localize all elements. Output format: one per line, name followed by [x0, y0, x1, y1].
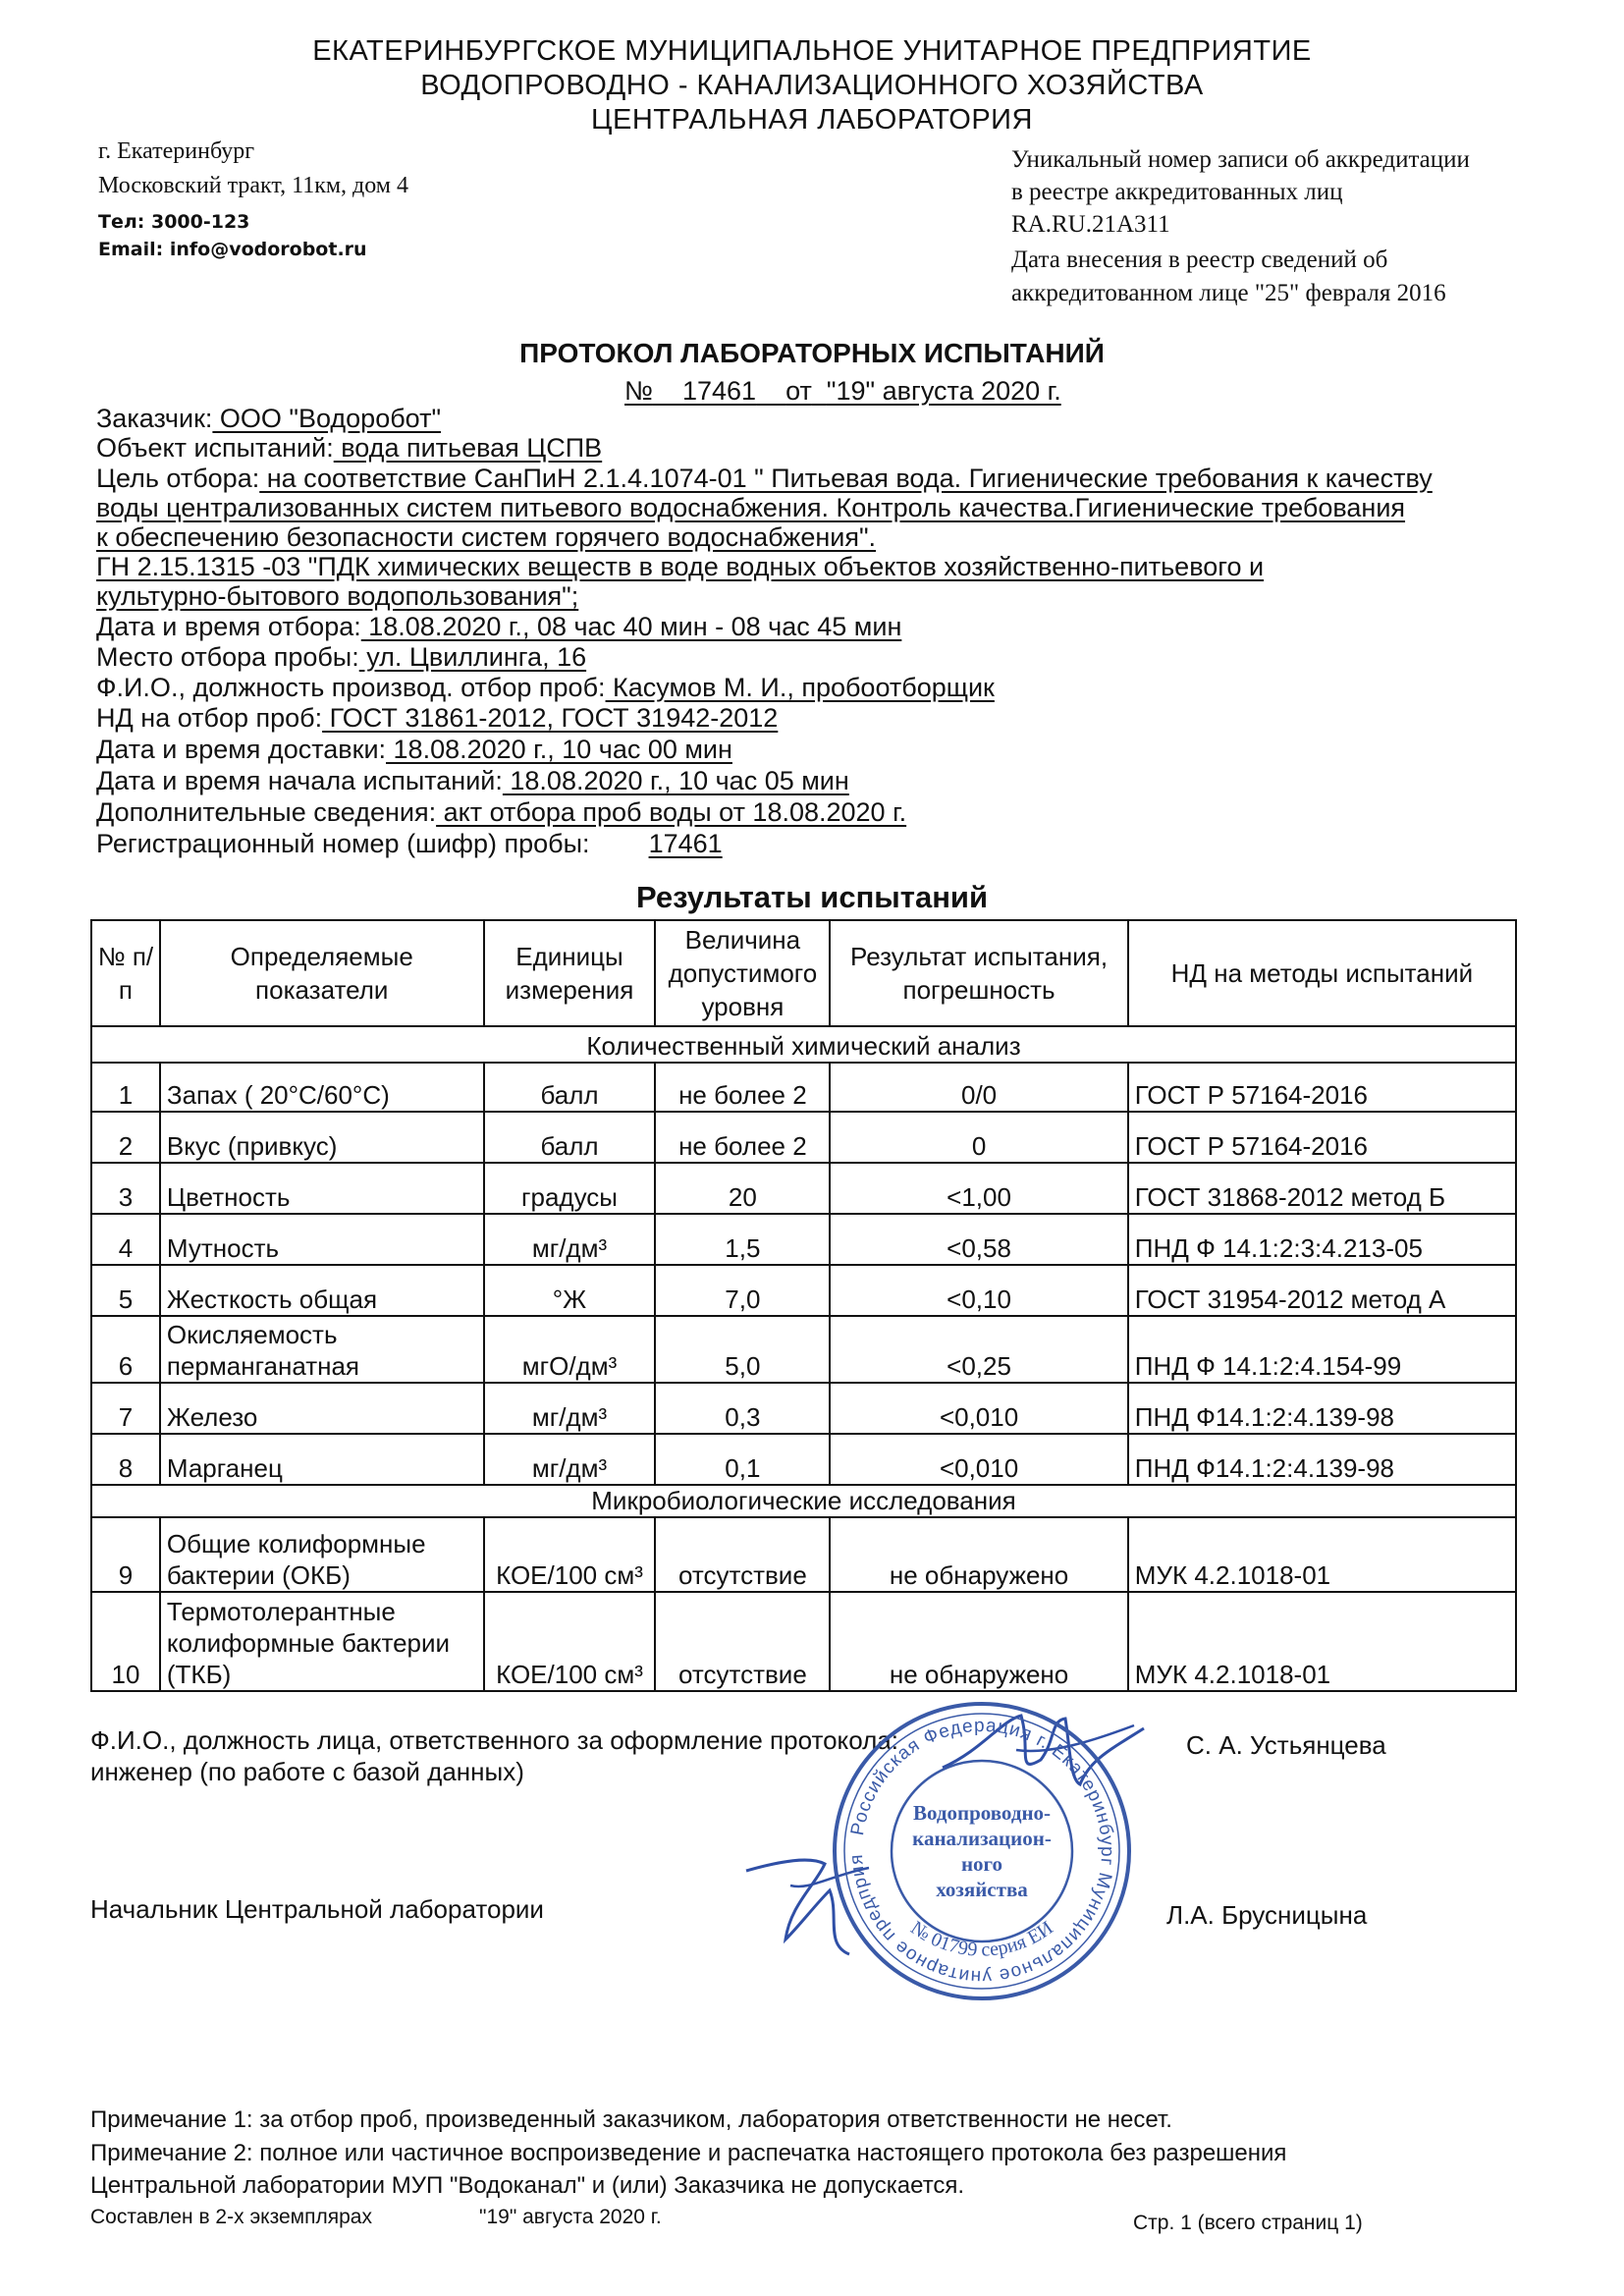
- stamp-center-line4: хозяйства: [936, 1878, 1028, 1901]
- field-label: Дополнительные сведения:: [96, 797, 437, 827]
- head-label: Начальник Центральной лаборатории: [90, 1894, 544, 1924]
- field-purpose: [96, 464, 1433, 493]
- field-value: 17461: [648, 829, 723, 858]
- cell-result: <0,10: [830, 1265, 1127, 1316]
- cell-number: 1: [91, 1063, 160, 1112]
- field-value: ООО "Водоробот": [212, 404, 442, 433]
- field-object: [96, 433, 602, 463]
- cell-result: 0/0: [830, 1063, 1127, 1112]
- field-sampler: [96, 673, 995, 702]
- table-header-row: [91, 920, 1516, 1026]
- field-sampling-datetime: [96, 612, 901, 641]
- cell-number: 2: [91, 1112, 160, 1163]
- cell-result: <0,25: [830, 1316, 1127, 1383]
- accreditation-line5: аккредитованном лице "25" февраля 2016: [1011, 280, 1446, 306]
- field-sampling-standard: [96, 703, 778, 733]
- field-value: 18.08.2020 г., 10 час 00 мин: [386, 735, 732, 764]
- responsible-label: Ф.И.О., должность лица, ответственного за оформление протокола:: [90, 1725, 898, 1755]
- cell-limit: 5,0: [655, 1316, 830, 1383]
- responsible-role: инженер (по работе с базой данных): [90, 1757, 524, 1786]
- accreditation-line4: Дата внесения в реестр сведений об: [1011, 246, 1388, 273]
- section-row: [91, 1026, 1516, 1063]
- org-name-line1: ЕКАТЕРИНБУРГСКОЕ МУНИЦИПАЛЬНОЕ УНИТАРНОЕ ПРЕДПРИЯТИЕ: [312, 35, 1312, 67]
- responsible-name: С. А. Устьянцева: [1186, 1730, 1386, 1760]
- cell-number: 3: [91, 1163, 160, 1214]
- page-number: Стр. 1 (всего страниц 1): [1133, 2212, 1363, 2234]
- protocol-number-line: [624, 376, 1061, 406]
- cell-unit: мг/дм³: [484, 1214, 656, 1265]
- cell-limit: 0,3: [655, 1383, 830, 1434]
- cell-unit: балл: [484, 1112, 656, 1163]
- cell-unit: мг/дм³: [484, 1434, 656, 1485]
- cell-indicator: Окисляемость перманганатная: [160, 1316, 484, 1383]
- cell-number: 5: [91, 1265, 160, 1316]
- phone: Тел: 3000-123: [98, 211, 250, 233]
- field-label: Дата и время доставки:: [96, 735, 387, 764]
- accreditation-number: RA.RU.21A311: [1011, 211, 1170, 238]
- table-row: [91, 1112, 1516, 1163]
- col-header-limit: Величина допустимого уровня: [655, 920, 830, 1026]
- cell-indicator: Железо: [160, 1383, 484, 1434]
- cell-result: не обнаружено: [830, 1592, 1127, 1691]
- field-value: ГОСТ 31861-2012, ГОСТ 31942-2012: [322, 703, 779, 733]
- field-value: ул. Цвиллинга, 16: [358, 642, 587, 672]
- cell-number: 10: [91, 1592, 160, 1691]
- protocol-number: 17461: [681, 376, 757, 406]
- table-row: [91, 1316, 1516, 1383]
- org-name-line2: ВОДОПРОВОДНО - КАНАЛИЗАЦИОННОГО ХОЗЯЙСТВА: [420, 70, 1204, 101]
- field-label: Дата и время отбора:: [96, 612, 361, 641]
- field-label: Место отбора пробы:: [96, 642, 359, 672]
- cell-method: ГОСТ Р 57164-2016: [1128, 1112, 1516, 1163]
- field-label: Цель отбора:: [96, 464, 260, 493]
- copies-note: Составлен в 2-х экземплярах: [90, 2206, 372, 2228]
- cell-limit: 7,0: [655, 1265, 830, 1316]
- cell-result: 0: [830, 1112, 1127, 1163]
- results-title: Результаты испытаний: [635, 880, 989, 914]
- field-value: Касумов М. И., пробоотборщик: [605, 673, 995, 702]
- field-value: на соответствие СанПиН 2.1.4.1074-01 " Питьевая вода. Гигиенические требования к качеству: [259, 464, 1433, 493]
- field-value: акт отбора проб воды от 18.08.2020 г.: [436, 797, 907, 827]
- cell-number: 4: [91, 1214, 160, 1265]
- org-name-line3: ЦЕНТРАЛЬНАЯ ЛАБОРАТОРИЯ: [591, 104, 1033, 136]
- cell-number: 7: [91, 1383, 160, 1434]
- field-sampling-place: [96, 642, 586, 672]
- cell-limit: не более 2: [655, 1063, 830, 1112]
- table-row: [91, 1383, 1516, 1434]
- accreditation-line1: Уникальный номер записи об аккредитации: [1011, 146, 1470, 173]
- official-stamp: [825, 1694, 1139, 2008]
- email: Email: info@vodorobot.ru: [98, 239, 367, 260]
- cell-unit: КОЕ/100 см³: [484, 1592, 656, 1691]
- cell-method: ГОСТ 31868-2012 метод Б: [1128, 1163, 1516, 1214]
- col-header-method: НД на методы испытаний: [1128, 920, 1516, 1026]
- cell-indicator: Мутность: [160, 1214, 484, 1265]
- section-title: Количественный химический анализ: [91, 1026, 1516, 1063]
- cell-limit: не более 2: [655, 1112, 830, 1163]
- note-2-line2: Центральной лаборатории МУП "Водоканал" и (или) Заказчика не допускается.: [90, 2172, 965, 2199]
- cell-unit: КОЕ/100 см³: [484, 1517, 656, 1592]
- cell-method: ГОСТ 31954-2012 метод А: [1128, 1265, 1516, 1316]
- footer-date: "19" августа 2020 г.: [479, 2206, 662, 2228]
- cell-unit: градусы: [484, 1163, 656, 1214]
- cell-indicator: Запах ( 20°С/60°С): [160, 1063, 484, 1112]
- cell-indicator: Жесткость общая: [160, 1265, 484, 1316]
- field-customer: [96, 404, 441, 433]
- stamp-number: № 01799 серия ЕИ: [906, 1917, 1057, 1961]
- protocol-title: ПРОТОКОЛ ЛАБОРАТОРНЫХ ИСПЫТАНИЙ: [519, 338, 1105, 368]
- results-table: [90, 919, 1517, 1692]
- cell-result: <0,010: [830, 1434, 1127, 1485]
- field-additional-info: [96, 797, 906, 827]
- cell-result: <1,00: [830, 1163, 1127, 1214]
- cell-indicator: Цветность: [160, 1163, 484, 1214]
- cell-limit: отсутствие: [655, 1592, 830, 1691]
- table-row: [91, 1592, 1516, 1691]
- cell-method: МУК 4.2.1018-01: [1128, 1517, 1516, 1592]
- field-label: Объект испытаний:: [96, 433, 334, 463]
- field-value: вода питьевая ЦСПВ: [333, 433, 603, 463]
- cell-unit: балл: [484, 1063, 656, 1112]
- purpose-line5: культурно-бытового водопользования";: [96, 581, 579, 611]
- cell-result: <0,010: [830, 1383, 1127, 1434]
- date-label: от: [785, 376, 812, 406]
- section-title: Микробиологические исследования: [91, 1485, 1516, 1517]
- field-value: 18.08.2020 г., 10 час 05 мин: [502, 766, 849, 795]
- stamp-center-line3: ного: [960, 1852, 1003, 1876]
- stamp-ring-text: Российская Федерация г. Екатеринбург Муниципальное унитарное предприя: [845, 1715, 1118, 1988]
- col-header-unit: Единицы измерения: [484, 920, 656, 1026]
- table-row: [91, 1214, 1516, 1265]
- head-name: Л.А. Брусницына: [1166, 1900, 1368, 1930]
- field-label: Заказчик:: [96, 404, 213, 433]
- cell-method: ПНД Ф14.1:2:4.139-98: [1128, 1383, 1516, 1434]
- note-1: Примечание 1: за отбор проб, произведенный заказчиком, лаборатория ответственности не несет.: [90, 2106, 1172, 2133]
- cell-number: 9: [91, 1517, 160, 1592]
- cell-result: не обнаружено: [830, 1517, 1127, 1592]
- cell-indicator: Марганец: [160, 1434, 484, 1485]
- field-label: Дата и время начала испытаний:: [96, 766, 503, 795]
- col-header-indicator: Определяемые показатели: [160, 920, 484, 1026]
- table-row: [91, 1265, 1516, 1316]
- cell-limit: 0,1: [655, 1434, 830, 1485]
- protocol-date: "19" августа 2020 г.: [826, 376, 1061, 406]
- cell-method: ПНД Ф 14.1:2:3:4.213-05: [1128, 1214, 1516, 1265]
- cell-indicator: Общие колиформные бактерии (ОКБ): [160, 1517, 484, 1592]
- cell-method: ГОСТ Р 57164-2016: [1128, 1063, 1516, 1112]
- address-street: Московский тракт, 11км, дом 4: [98, 173, 408, 198]
- table-row: [91, 1517, 1516, 1592]
- field-label: НД на отбор проб:: [96, 703, 323, 733]
- cell-method: МУК 4.2.1018-01: [1128, 1592, 1516, 1691]
- section-row: [91, 1485, 1516, 1517]
- number-label: №: [624, 376, 653, 406]
- table-row: [91, 1063, 1516, 1112]
- field-value: 18.08.2020 г., 08 час 40 мин - 08 час 45 мин: [360, 612, 902, 641]
- purpose-line2: воды централизованных систем питьевого водоснабжения. Контроль качества.Гигиенические требования: [96, 493, 1406, 522]
- cell-number: 8: [91, 1434, 160, 1485]
- table-row: [91, 1163, 1516, 1214]
- cell-method: ПНД Ф 14.1:2:4.154-99: [1128, 1316, 1516, 1383]
- accreditation-line2: в реестре аккредитованных лиц: [1011, 179, 1343, 205]
- address-city: г. Екатеринбург: [98, 138, 255, 164]
- cell-unit: мгО/дм³: [484, 1316, 656, 1383]
- stamp-center-line2: канализацион-: [912, 1827, 1052, 1850]
- cell-unit: °Ж: [484, 1265, 656, 1316]
- cell-number: 6: [91, 1316, 160, 1383]
- field-label: Ф.И.О., должность производ. отбор проб:: [96, 673, 606, 702]
- cell-indicator: Вкус (привкус): [160, 1112, 484, 1163]
- cell-limit: отсутствие: [655, 1517, 830, 1592]
- field-registration: [96, 829, 723, 858]
- field-delivery-datetime: [96, 735, 732, 764]
- table-row: [91, 1434, 1516, 1485]
- cell-result: <0,58: [830, 1214, 1127, 1265]
- cell-unit: мг/дм³: [484, 1383, 656, 1434]
- col-header-number: № п/п: [91, 920, 160, 1026]
- cell-indicator: Термотолерантные колиформные бактерии (ТКБ): [160, 1592, 484, 1691]
- purpose-line4: ГН 2.15.1315 -03 "ПДК химических веществ в воде водных объектов хозяйственно-питьевого и: [96, 552, 1265, 581]
- stamp-center-line1: Водопроводно-: [912, 1801, 1052, 1825]
- col-header-result: Результат испытания, погрешность: [830, 920, 1127, 1026]
- purpose-line3: к обеспечению безопасности систем горячего водоснабжения".: [96, 522, 877, 552]
- cell-method: ПНД Ф14.1:2:4.139-98: [1128, 1434, 1516, 1485]
- note-2-line1: Примечание 2: полное или частичное воспроизведение и распечатка настоящего протокола без разрешения: [90, 2140, 1287, 2166]
- cell-limit: 20: [655, 1163, 830, 1214]
- field-test-start: [96, 766, 849, 795]
- field-label: Регистрационный номер (шифр) пробы:: [96, 829, 590, 858]
- cell-limit: 1,5: [655, 1214, 830, 1265]
